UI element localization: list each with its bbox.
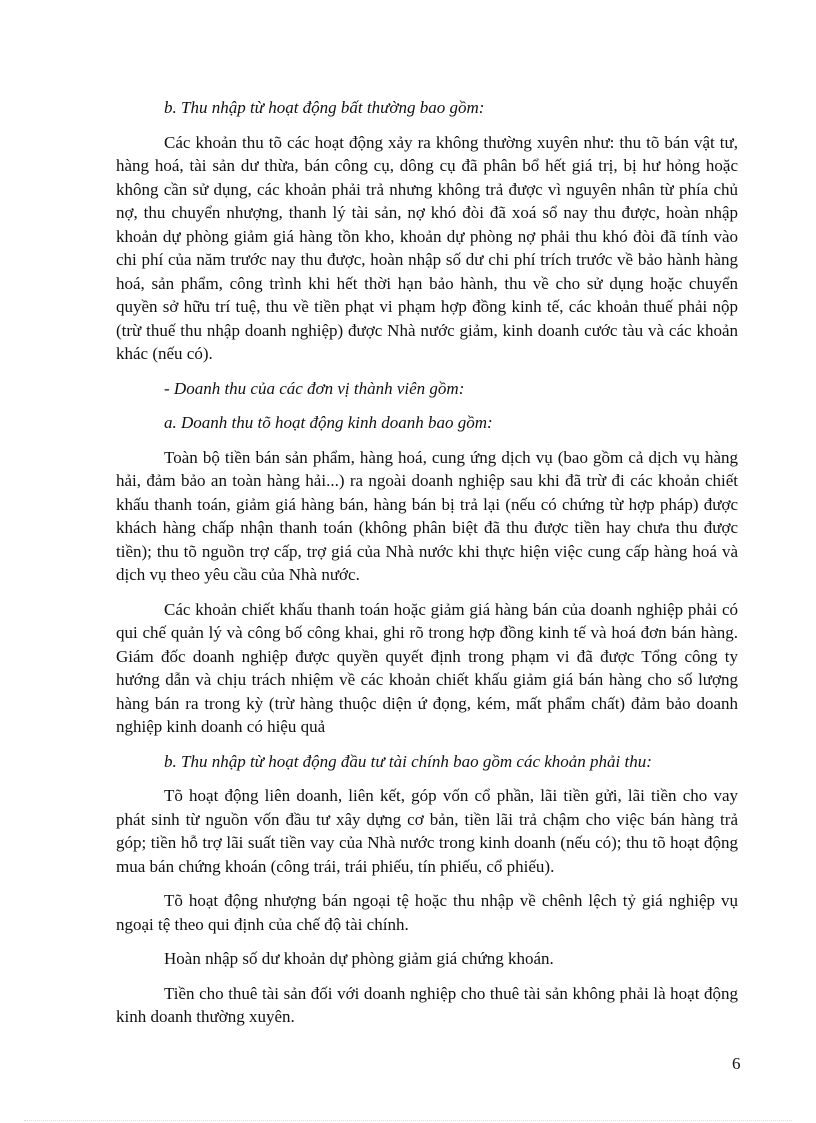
document-body [116, 96, 738, 1040]
paragraph-foreign-exchange: Tõ hoạt động nhượng bán ngoại tệ hoặc thu nhập về chênh lệch tỷ giá nghiệp vụ ngoại tệ theo qui định của chế độ tài chính. [116, 891, 738, 934]
section-heading-extraordinary-income: b. Thu nhập từ hoạt động bất thường bao gồm: [164, 98, 485, 117]
paragraph-discounts: Các khoản chiết khấu thanh toán hoặc giảm giá hàng bán của doanh nghiệp phải có qui chế quản lý và công bố công khai, ghi rõ trong hợp đồng kinh tế và hoá đơn bán hàng. Giám đốc doanh nghiệp được quyền quyết định trong phạm vi đã được Tổng công ty hướng dẫn và chịu trách nhiệm về các khoản chiết khấu giảm giá bán hàng cho số lượng hàng bán ra trong kỳ (trừ hàng thuộc diện ứ đọng, kém, mất phẩm chất) đảm bảo doanh nghiệp kinh doanh có hiệu quả [116, 599, 738, 736]
paragraph-business-revenue: Toàn bộ tiền bán sản phẩm, hàng hoá, cung ứng dịch vụ (bao gồm cả dịch vụ hàng hải, đảm bảo an toàn hàng hải...) ra ngoài doanh nghiệp sau khi đã trừ đi các khoản chiết khấu thanh toán, giảm giá hàng bán, hàng bán bị trả lại (nếu có chứng từ hợp pháp) được khách hàng chấp nhận thanh toán (không phân biệt đã thu được tiền hay chưa thu được tiền); thu tõ nguồn trợ cấp, trợ giá của Nhà nước khi thực hiện việc cung cấp hàng hoá và dịch vụ theo yêu cầu của Nhà nước. [116, 447, 738, 584]
paragraph-provision-reversal: Hoàn nhập số dư khoản dự phòng giảm giá chứng khoán. [164, 949, 554, 968]
paragraph-extraordinary-income: Các khoản thu tõ các hoạt động xảy ra không thường xuyên như: thu tõ bán vật tư, hàng hoá, tài sản dư thừa, bán công cụ, dông cụ đã phân bổ hết giá trị, bị hư hỏng hoặc không cần sử dụng, các khoản phải trả nhưng không trả được vì nguyên nhân từ phía chủ nợ, thu chuyển nhượng, thanh lý tài sản, nợ khó đòi đã xoá sổ nay thu được, hoàn nhập khoản dự phòng giảm giá hàng tồn kho, khoản dự phòng nợ phải thu khó đòi đã tính vào chi phí của năm trước nay thu được, hoàn nhập số dư chi phí trích trước về bảo hành hàng hoá, sản phẩm, công trình khi hết thời hạn bảo hành, thu về cho sử dụng hoặc chuyển quyền sở hữu trí tuệ, thu về tiền phạt vi phạm hợp đồng kinh tế, các khoản thuế phải nộp (trừ thuế thu nhập doanh nghiệp) được Nhà nước giảm, kinh doanh cước tàu và các khoản khác (nếu có). [116, 132, 738, 363]
paragraph-investment-income: Tõ hoạt động liên doanh, liên kết, góp vốn cổ phần, lãi tiền gửi, lãi tiền cho vay phát sinh từ nguồn vốn đầu tư xây dựng cơ bản, tiền lãi trả chậm cho việc bán hàng trả góp; tiền hỗ trợ lãi suất tiền vay của Nhà nước trong kinh doanh (nếu có); thu tõ hoạt động mua bán chứng khoán (công trái, trái phiếu, tín phiếu, cổ phiếu). [116, 786, 738, 876]
section-heading-financial-income: b. Thu nhập từ hoạt động đầu tư tài chính bao gồm các khoản phải thu: [164, 751, 652, 771]
page-divider [24, 1120, 792, 1121]
paragraph-asset-leasing: Tiền cho thuê tài sản đối với doanh nghiệp cho thuê tài sản không phải là hoạt động kinh doanh thường xuyên. [116, 983, 738, 1026]
page-number: 6 [732, 1054, 741, 1073]
section-heading-business-revenue: a. Doanh thu tõ hoạt động kinh doanh bao gồm: [164, 413, 493, 432]
section-heading-member-revenue: - Doanh thu của các đơn vị thành viên gồm: [164, 378, 465, 398]
